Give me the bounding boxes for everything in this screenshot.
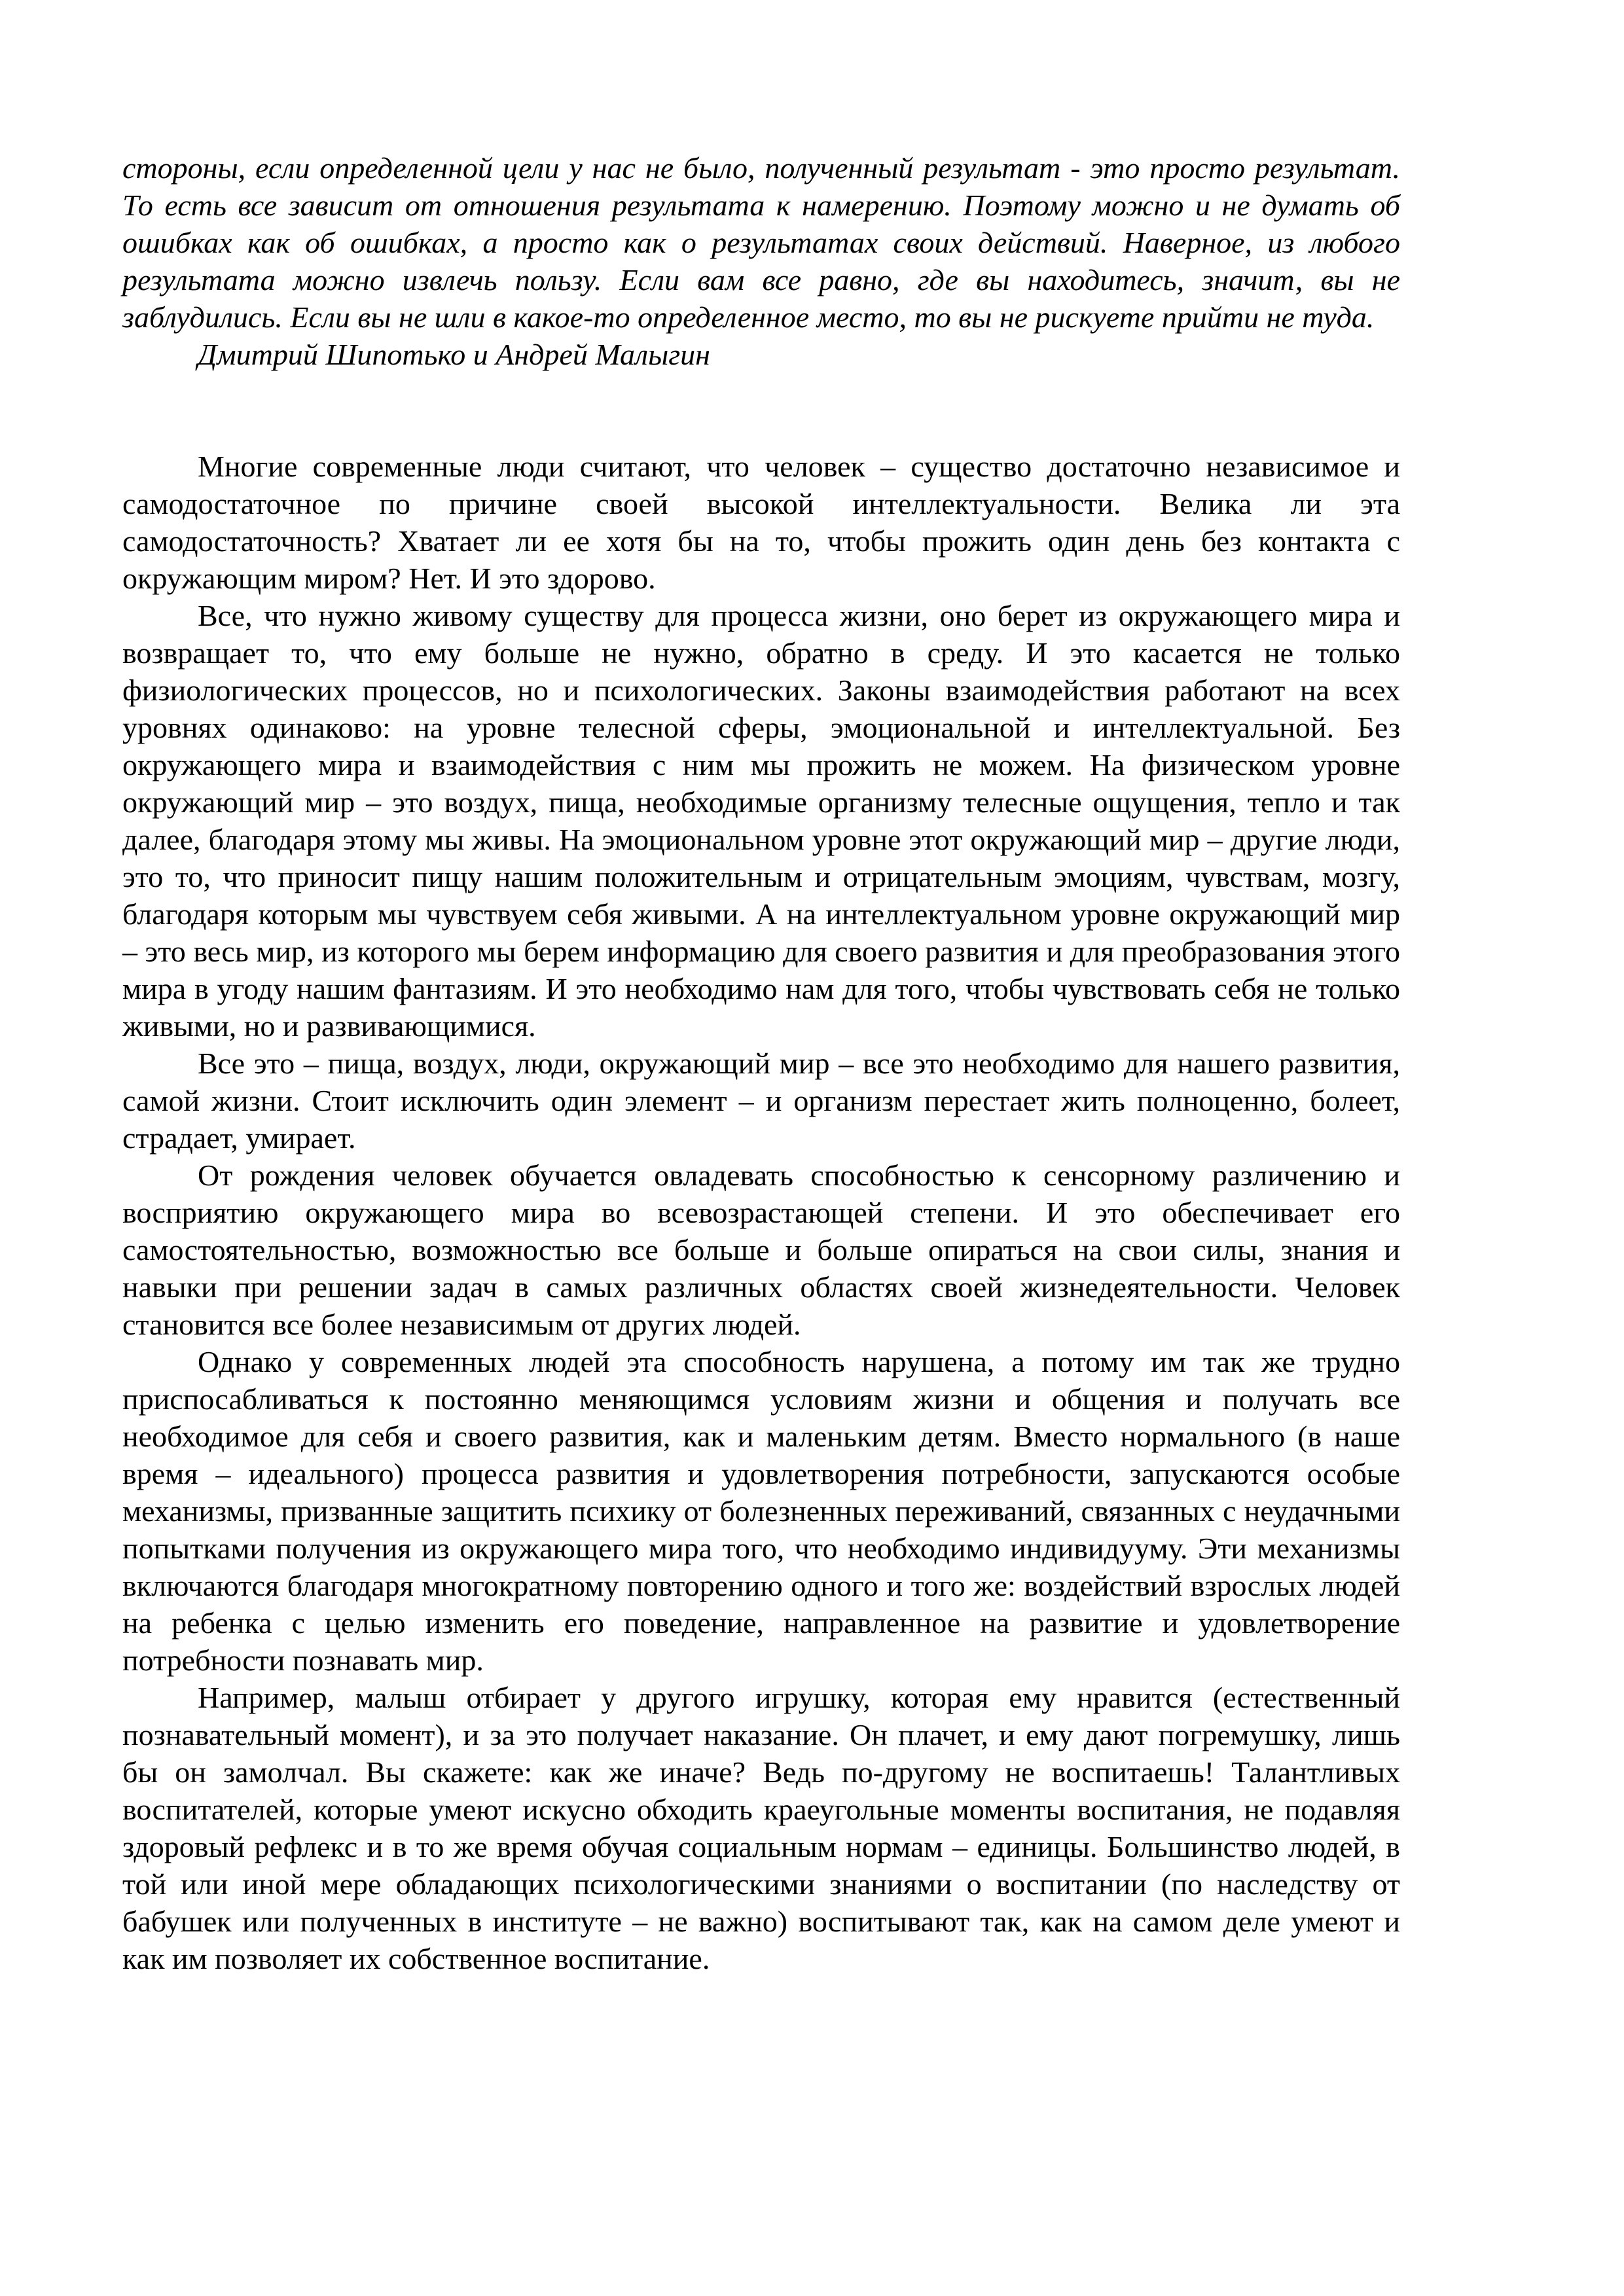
epigraph-text: стороны, если определенной цели у нас не было, полученный результат - это просто результат. То есть все зависит от отношения результата к намерению. Поэтому можно и не думать об ошибках как об ошибках, а просто как о результатах своих действий. Наверное, из любого результата можно извлечь пользу. Если вам все равно, где вы находитесь, значит, вы не заблудились. Если вы не шли в какое-то определенное место, то вы не рискуете прийти не туда.: [122, 151, 1400, 334]
paragraph-sensory-development: От рождения человек обучается овладевать способностью к сенсорному различению и восприятию окружающего мира во всевозрастающей степени. И это обеспечивает его самостоятельностью, возможностью все больше и больше опираться на свои силы, знания и навыки при решении задач в самых различных областях своей жизнедеятельности. Человек становится все более независимым от других людей.: [122, 1158, 1400, 1341]
paragraph-necessity: Все это – пища, воздух, люди, окружающий мир – все это необходимо для нашего развития, самой жизни. Стоит исключить один элемент – и организм перестает жить полноценно, болеет, страдает, умирает.: [122, 1047, 1400, 1155]
paragraph-interaction-laws: Все, что нужно живому существу для процесса жизни, оно берет из окружающего мира и возвращает то, что ему больше не нужно, обратно в среду. И это касается не только физиологических процессов, но и психологических. Законы взаимодействия работают на всех уровнях одинаково: на уровне телесной сферы, эмоциональной и интеллектуальной. Без окружающего мира и взаимодействия с ним мы прожить не можем. На физическом уровне окружающий мир – это воздух, пища, необходимые организму телесные ощущения, тепло и так далее, благодаря этому мы живы. На эмоциональном уровне этот окружающий мир – другие люди, это то, что приносит пищу нашим положительным и отрицательным эмоциям, чувствам, мозгу, благодаря которым мы чувствуем себя живыми. А на интеллектуальном уровне окружающий мир – это весь мир, из которого мы берем информацию для своего развития и для преобразования этого мира в угоду нашим фантазиям. И это необходимо нам для того, чтобы чувствовать себя не только живыми, но и развивающимися.: [122, 599, 1400, 1043]
paragraph-independence: Многие современные люди считают, что человек – существо достаточно независимое и самодостаточное по причине своей высокой интеллектуальности. Велика ли эта самодостаточность? Хватает ли ее хотя бы на то, чтобы прожить один день без контакта с окружающим миром? Нет. И это здорово.: [122, 450, 1400, 595]
paragraph-broken-ability: Однако у современных людей эта способность нарушена, а потому им так же трудно приспосабливаться к постоянно меняющимся условиям жизни и общения и получать все необходимое для себя и своего развития, как и маленьким детям. Вместо нормального (в наше время – идеального) процесса развития и удовлетворения потребности, запускаются особые механизмы, призванные защитить психику от болезненных переживаний, связанных с неудачными попытками получения из окружающего мира того, что необходимо индивидууму. Эти механизмы включаются благодаря многократному повторению одного и того же: воздействий взрослых людей на ребенка с целью изменить его поведение, направленное на развитие и удовлетворение потребности познавать мир.: [122, 1345, 1400, 1677]
paragraph-toddler-example: Например, малыш отбирает у другого игрушку, которая ему нравится (естественный познавательный момент), и за это получает наказание. Он плачет, и ему дают погремушку, лишь бы он замолчал. Вы скажете: как же иначе? Ведь по-другому не воспитаешь! Талантливых воспитателей, которые умеют искусно обходить краеугольные моменты воспитания, не подавляя здоровый рефлекс и в то же время обучая социальным нормам – единицы. Большинство людей, в той или иной мере обладающих психологическими знаниями о воспитании (по наследству от бабушек или полученных в институте – не важно) воспитывают так, как на самом деле умеют и как им позволяет их собственное воспитание.: [122, 1681, 1400, 1975]
epigraph-signature: Дмитрий Шипотько и Андрей Малыгин: [198, 338, 710, 371]
